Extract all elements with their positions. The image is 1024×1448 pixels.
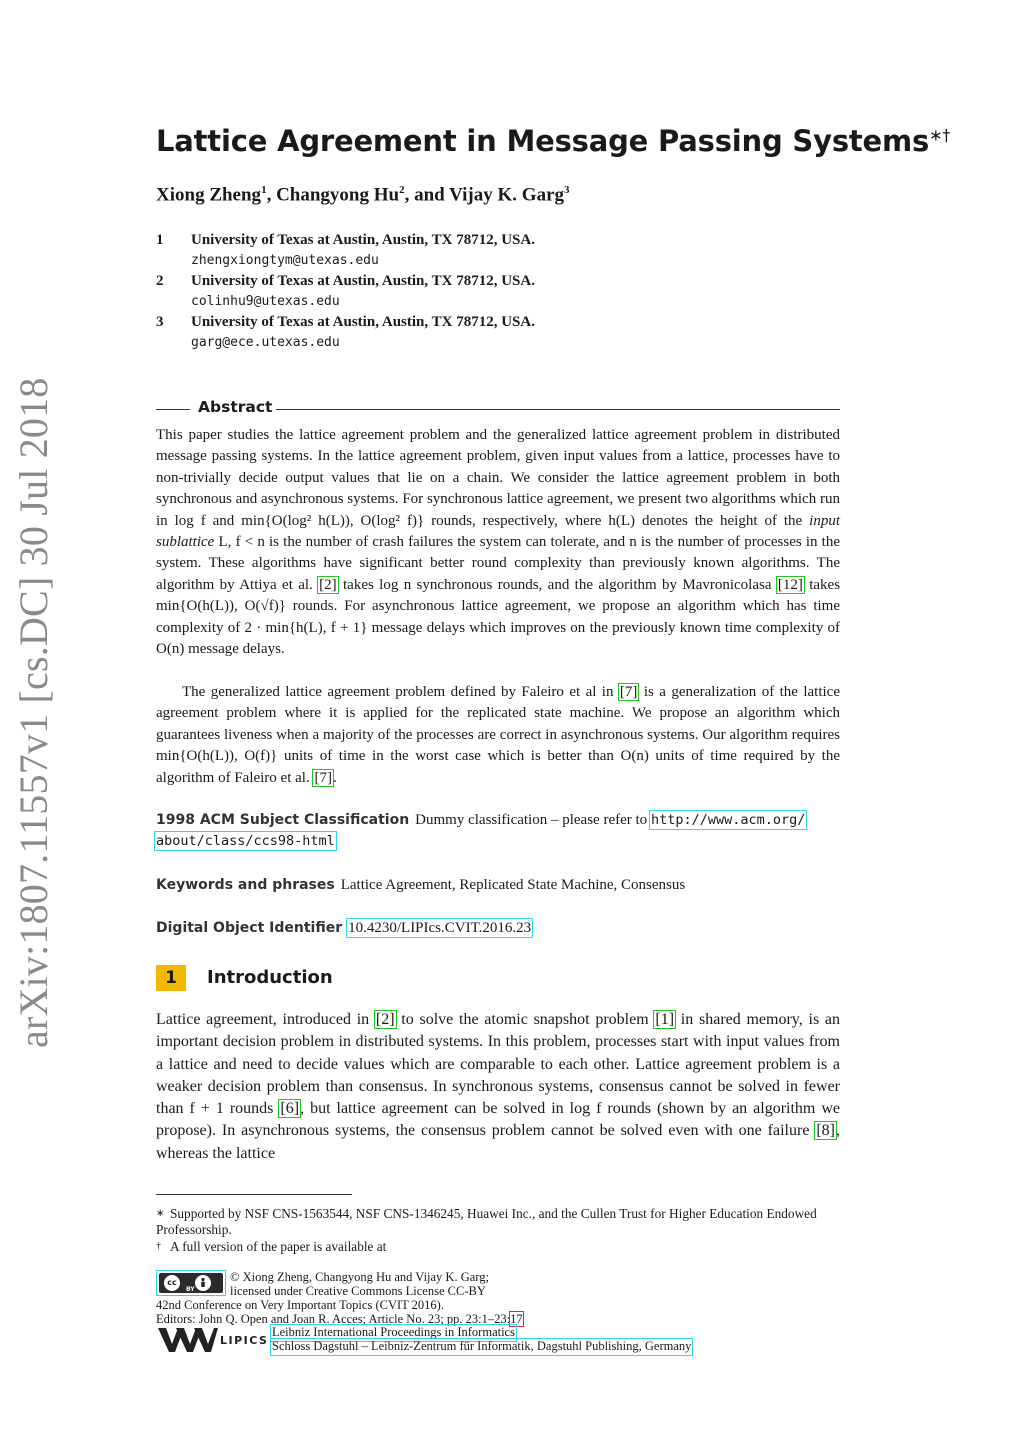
title-footnote-marks[interactable]: ∗†	[929, 125, 951, 145]
affiliation-number: 2	[156, 273, 164, 289]
doi-label: Digital Object Identifier	[156, 920, 343, 936]
abstract-text: The generalized lattice agreement problem defined by Faleiro et al in	[182, 684, 614, 700]
author-separator: , and	[404, 184, 450, 206]
person-icon	[195, 1275, 211, 1291]
author-affiliation-mark: 3	[564, 184, 570, 196]
last-page-link[interactable]: 17	[510, 1312, 523, 1326]
affiliation-email[interactable]: zhengxiongtym@utexas.edu	[191, 253, 379, 268]
acm-text: Dummy classification – please refer to	[415, 812, 648, 828]
keywords-label: Keywords and phrases	[156, 877, 335, 893]
abstract-paragraph-2	[156, 682, 840, 789]
footnote-rule	[156, 1194, 352, 1195]
abstract-text: takes log n synchronous rounds, and the algorithm by Mavronicolasa	[343, 576, 772, 593]
citation-link[interactable]: [6]	[280, 1100, 300, 1118]
keywords	[156, 875, 840, 896]
publisher-link[interactable]: Schloss Dagstuhl – Leibniz-Zentrum für Informatik, Dagstuhl Publishing, Germany	[272, 1339, 692, 1353]
citation-link[interactable]: [7]	[619, 684, 638, 700]
introduction-paragraph	[156, 1009, 840, 1165]
section-number-badge: 1	[156, 965, 186, 991]
doi	[156, 918, 840, 939]
lipics-logo	[158, 1328, 268, 1352]
abstract-text: is a generalization of the lattice agreement problem where it is applied for the replicated state machine. We propose an algorithm which guarantees liveness when a majority of the processes are correct in asynchronous systems. Our algorithm requires min{O(h(L)), O(f)} units of time in the worst case which is better than O(n) units of time required by the algorithm of Faleiro et al.	[156, 684, 840, 786]
citation-link[interactable]: [12]	[777, 576, 803, 593]
affiliation-email[interactable]: garg@ece.utexas.edu	[191, 335, 340, 350]
abstract-rule-left	[156, 409, 190, 410]
section-title: Introduction	[207, 967, 333, 988]
author-affiliation-mark: 1	[261, 184, 267, 196]
abstract-label: Abstract	[198, 398, 273, 416]
abstract-heading	[156, 398, 840, 420]
footnote-mark: †	[156, 1241, 161, 1252]
intro-text: , but lattice agreement can be solved in log f rounds (shown by an algorithm we propose). In asynchronous systems, the consensus problem cannot be solved even with one failure	[156, 1100, 841, 1140]
footnote	[156, 1206, 840, 1238]
affiliation-number: 3	[156, 314, 164, 330]
footnote-text: A full version of the paper is available at	[170, 1239, 387, 1254]
author-affiliation-mark: 2	[399, 184, 405, 196]
cc-badge-background	[159, 1273, 223, 1293]
paper-title	[156, 124, 950, 158]
intro-text: , whereas the lattice	[156, 1122, 840, 1162]
abstract-text: L, f < n is the number of crash failures the system can tolerate, and n is the number of processes in the system. These algorithms have significant better round complexity than previously known algorithms. The algorithm by Attiya et al.	[156, 534, 841, 593]
license-line: licensed under Creative Commons License CC-BY	[230, 1284, 486, 1298]
abstract-paragraph-1	[156, 425, 840, 660]
abstract-rule-right	[276, 409, 840, 410]
author-name: Changyong Hu	[276, 184, 400, 206]
footnote-mark: ∗	[156, 1208, 165, 1219]
editors-text: Editors: John Q. Open and Joan R. Acces; Article No. 23; pp. 23:1–23:	[156, 1312, 511, 1326]
affiliation-email[interactable]: colinhu9@utexas.edu	[191, 294, 340, 309]
attribution-person-icon	[195, 1275, 211, 1291]
title-text: Lattice Agreement in Message Passing Systems	[156, 124, 930, 158]
cc-by-license-badge[interactable]	[156, 1270, 226, 1296]
footnote-text: Supported by NSF CNS-1563544, NSF CNS-1346245, Huawei Inc., and the Cullen Trust for Higher Education Endowed Professorship.	[156, 1206, 817, 1237]
affiliation-institution: University of Texas at Austin, Austin, TX 78712, USA.	[191, 314, 535, 330]
abstract-text: This paper studies the lattice agreement problem and the generalized lattice agreement problem in distributed message passing systems. In the lattice agreement problem, given input values from a lattice, processes have to non-trivially decide output values that lie on a chain. We consider the lattice agreement problem in both synchronous and asynchronous systems. For synchronous lattice agreement, we present two algorithms which run in log f and min{O(log² h(L)), O(log² f)} rounds, respectively, where h(L) denotes the height of the	[156, 427, 840, 529]
citation-link[interactable]: [1]	[655, 1011, 675, 1028]
affiliation-institution: University of Texas at Austin, Austin, TX 78712, USA.	[191, 232, 535, 248]
abstract-text: takes min{O(h(L)), O(√f)} rounds. For asynchronous lattice agreement, we propose an algorithm which has time complexity of 2 · min{h(L), f + 1} message delays which improves on the previously known time complexity of O(n) message delays.	[156, 576, 841, 658]
affiliation-number: 1	[156, 232, 164, 248]
intro-text: Lattice agreement, introduced in	[156, 1011, 370, 1028]
abstract-emphasis: input sublattice	[156, 512, 840, 551]
author-name: Vijay K. Garg	[449, 184, 565, 206]
acm-url-link[interactable]: http://www.acm.org/	[650, 812, 806, 828]
acm-url-link-continued[interactable]: about/class/ccs98-html	[156, 833, 335, 850]
keywords-text: Lattice Agreement, Replicated State Machine, Consensus	[340, 877, 686, 893]
lipics-logo-icon	[158, 1328, 218, 1352]
series-link[interactable]: Leibniz International Proceedings in Informatics	[272, 1325, 515, 1339]
footnote	[156, 1239, 840, 1255]
acm-label: 1998 ACM Subject Classification	[156, 812, 410, 828]
citation-link[interactable]: [2]	[319, 576, 337, 593]
intro-text: in shared memory, is an important decision problem in distributed systems. In this problem, processes start with input values from a lattice and need to decide values which are comparable to each other. Lattice agreement problem is a weaker decision problem than consensus. In synchronous systems, consensus cannot be solved in fewer than f + 1 rounds	[156, 1011, 841, 1118]
arxiv-identifier-stamp: arXiv:1807.11557v1 [cs.DC] 30 Jul 2018	[11, 377, 56, 1048]
citation-link[interactable]: [8]	[816, 1122, 835, 1140]
lipics-logo-text: LIPICS	[220, 1334, 269, 1347]
author-separator: ,	[266, 184, 277, 206]
abstract-text: .	[332, 769, 337, 786]
conference-line: 42nd Conference on Very Important Topics (CVIT 2016).	[156, 1298, 444, 1312]
copyright-line: © Xiong Zheng, Changyong Hu and Vijay K. Garg;	[230, 1270, 489, 1284]
affiliation-institution: University of Texas at Austin, Austin, TX 78712, USA.	[191, 273, 535, 289]
cc-by-label: BY	[186, 1286, 195, 1293]
citation-link[interactable]: [2]	[375, 1011, 395, 1028]
citation-link[interactable]: [7]	[314, 769, 332, 786]
author-list	[156, 184, 570, 206]
doi-link[interactable]: 10.4230/LIPIcs.CVIT.2016.23	[348, 920, 532, 936]
intro-text: to solve the atomic snapshot problem	[401, 1011, 649, 1028]
cc-icon: cc	[164, 1275, 180, 1291]
author-name: Xiong Zheng	[156, 184, 262, 206]
acm-classification	[156, 810, 840, 853]
